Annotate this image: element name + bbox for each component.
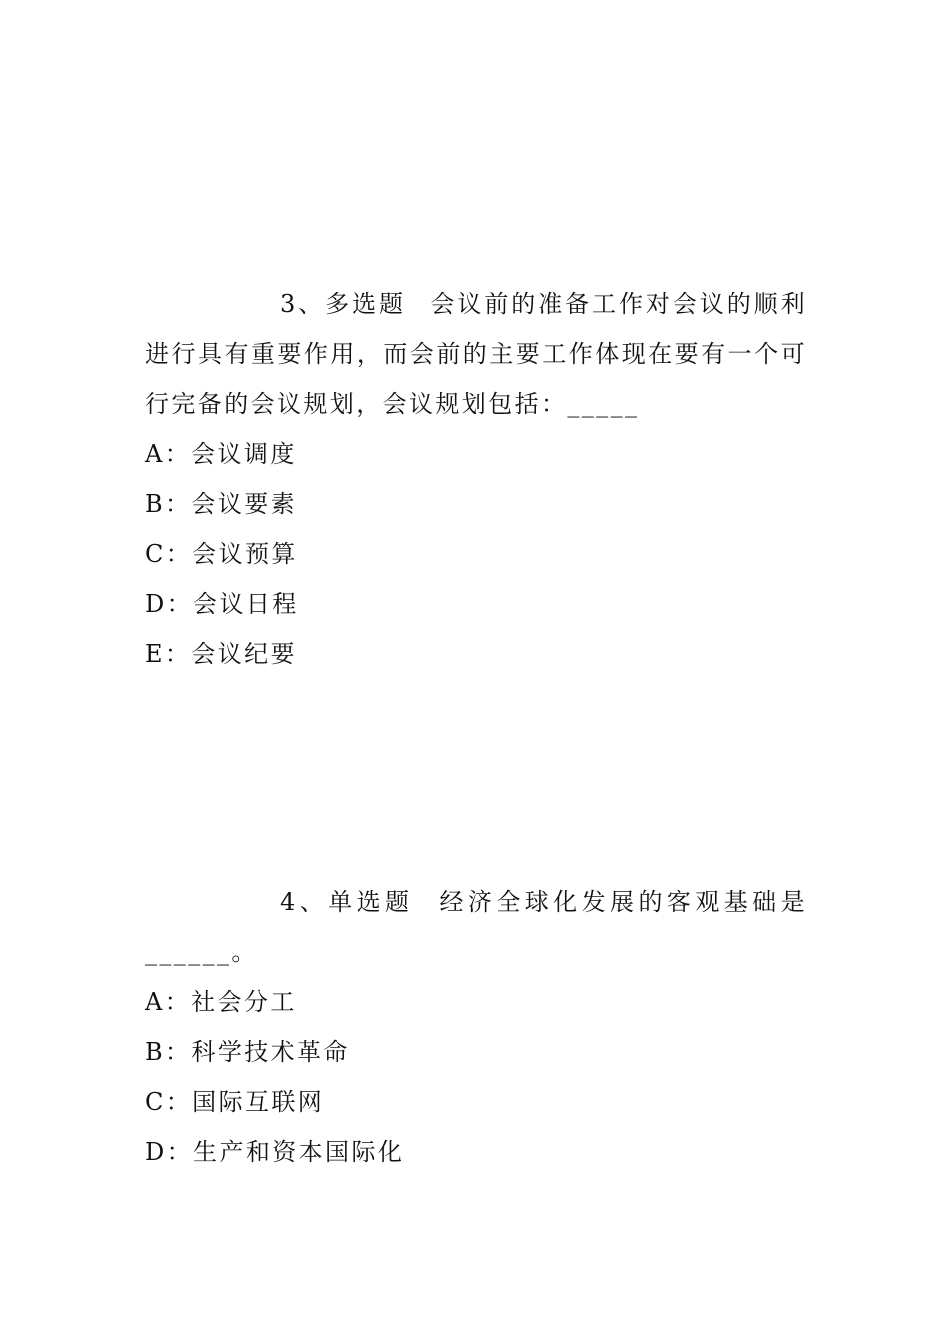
question-stem — [145, 279, 807, 429]
option-a[interactable]: A：社会分工 — [145, 988, 297, 1016]
question-number: 4、 — [280, 888, 329, 916]
question-stem — [145, 877, 807, 977]
option-e[interactable]: E：会议纪要 — [145, 640, 297, 668]
question-text: 经济全球化发展的客观基础是______。 — [145, 888, 808, 966]
option-a[interactable]: A：会议调度 — [145, 440, 297, 468]
question-type: 多选题 — [325, 290, 406, 318]
option-d[interactable]: D：生产和资本国际化 — [145, 1138, 405, 1166]
option-c[interactable]: C：会议预算 — [145, 540, 298, 568]
question-3 — [145, 279, 807, 679]
option-list — [145, 429, 807, 679]
question-number: 3、 — [280, 290, 326, 318]
option-b[interactable]: B：科学技术革命 — [145, 1038, 350, 1066]
question-4 — [145, 877, 807, 1177]
question-text: 会议前的准备工作对会议的顺利进行具有重要作用，而会前的主要工作体现在要有一个可行完备的会议规划，会议规划包括：_____ — [145, 290, 807, 418]
option-b[interactable]: B：会议要素 — [145, 490, 298, 518]
option-c[interactable]: C：国际互联网 — [145, 1088, 325, 1116]
option-list — [145, 977, 807, 1177]
question-type: 单选题 — [328, 888, 414, 916]
option-d[interactable]: D：会议日程 — [145, 590, 299, 618]
